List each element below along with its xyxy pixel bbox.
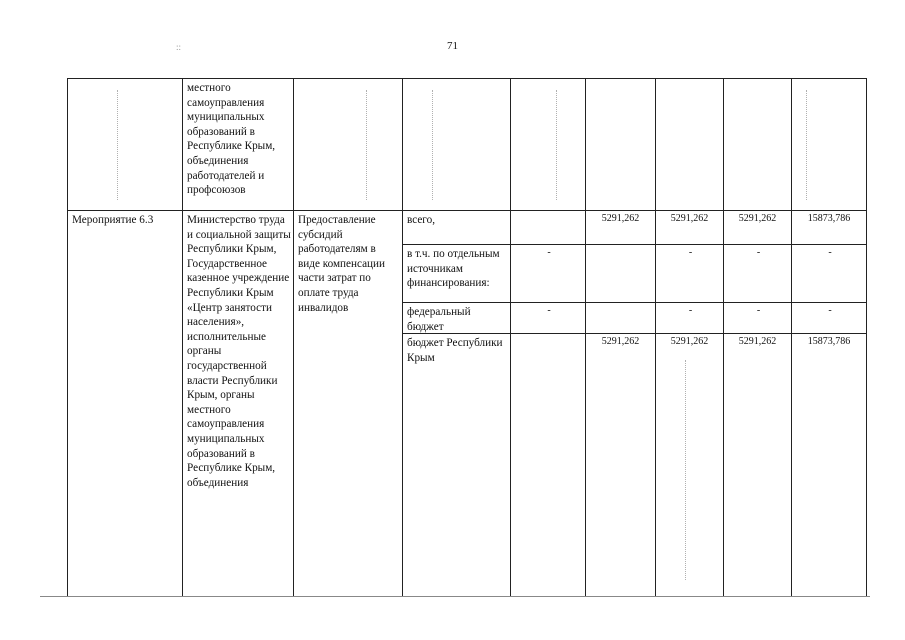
value-federal-2: - [688,305,693,316]
value-regional-3: 5291,262 [738,336,777,347]
value-regional-sum: 15873,786 [807,336,851,347]
scan-artifact [432,90,433,200]
value-federal-3: - [756,305,761,316]
scan-speck: :: [176,42,182,52]
scan-artifact [366,90,367,200]
value-federal-sum: - [828,305,832,316]
scan-artifact [806,90,807,200]
funding-label-federal: федеральный бюджет [407,306,471,333]
value-total-3: 5291,262 [738,213,777,224]
activity-name: Мероприятие 6.3 [72,214,154,226]
activity-description: Предоставление субсидий работодателям в виде компенсации части затрат по оплате труда инвалидов [298,214,386,314]
value-sources-5: - [547,247,551,258]
value-total-2: 5291,262 [670,213,709,224]
value-federal-5: - [547,305,551,316]
value-total-sum: 15873,786 [807,213,851,224]
value-sources-2: - [688,247,693,258]
funding-label-total: всего, [407,214,435,226]
activity-executors: Министерство труда и социальной защиты Республики Крым, Государственное казенное учреждение Республики Крым «Центр занятости населения», исполнительные органы государственной власти Республики Крым, органы местного самоуправления муниципальных образований в Республике Крым, объединения [187,214,291,489]
scan-artifact [556,90,557,200]
executor-continued: местного самоуправления муниципальных образований в Республике Крым, объединения работодателей и профсоюзов [187,82,276,197]
page-number: 71 [447,40,458,52]
scan-artifact [685,360,686,580]
funding-label-sources: в т.ч. по отдельным источникам финансирования: [407,248,500,290]
value-total-1: 5291,262 [601,213,640,224]
value-regional-1: 5291,262 [601,336,640,347]
value-sources-sum: - [828,247,832,258]
scan-artifact [117,90,118,200]
value-sources-3: - [756,247,761,258]
funding-label-regional: бюджет Республики Крым [407,337,503,364]
value-regional-2: 5291,262 [670,336,709,347]
